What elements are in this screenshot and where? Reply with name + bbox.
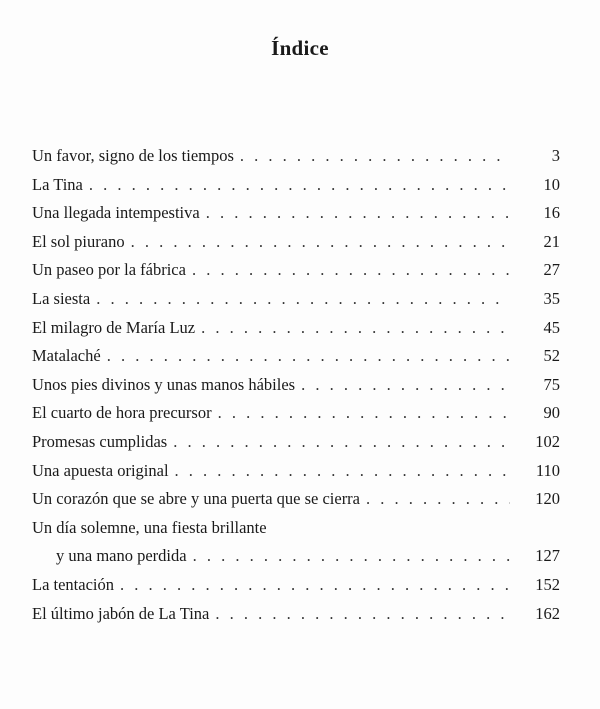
toc-entry-title: El sol piurano — [32, 231, 125, 251]
toc-entry-title: Promesas cumplidas — [32, 431, 168, 451]
dot-leader — [215, 600, 510, 629]
toc-entry — [32, 171, 560, 200]
toc-entry-page: 127 — [535, 546, 560, 566]
toc-entry — [32, 600, 560, 629]
toc-entry-page: 27 — [543, 260, 560, 280]
toc-entry — [32, 314, 560, 343]
toc-entry-page: 102 — [535, 431, 560, 451]
dot-leader — [175, 457, 510, 486]
toc-entry — [32, 142, 560, 171]
toc-entry — [32, 399, 560, 428]
toc-entry — [32, 514, 560, 543]
toc-entry — [32, 457, 560, 486]
dot-leader — [201, 314, 510, 343]
dot-leader — [120, 571, 510, 600]
toc-entry-page: 21 — [543, 231, 560, 251]
dot-leader — [218, 399, 510, 428]
toc-entry — [32, 199, 560, 228]
dot-leader — [89, 171, 510, 200]
dot-leader — [301, 371, 510, 400]
toc-entry-page: 16 — [543, 203, 560, 223]
toc-entry-page: 52 — [543, 346, 560, 366]
toc-entry — [32, 428, 560, 457]
toc-entry-page: 45 — [543, 317, 560, 337]
toc-entry — [32, 485, 560, 514]
toc-entry — [32, 571, 560, 600]
toc-entry-page: 110 — [535, 460, 560, 480]
dot-leader — [366, 485, 510, 514]
dot-leader — [131, 228, 510, 257]
toc-entry — [32, 228, 560, 257]
toc-entry-title: Un favor, signo de los tiempos — [32, 146, 234, 165]
toc-entry-page: 90 — [543, 403, 560, 423]
page-title: Índice — [271, 36, 329, 60]
toc-entry-title: Un corazón que se abre y una puerta que se cierra — [32, 489, 361, 509]
toc-entry — [32, 256, 560, 285]
toc-entry-continuation — [32, 542, 560, 571]
toc-entry-title: Matalaché — [32, 346, 101, 366]
toc-entry — [32, 285, 560, 314]
toc-entry-title: La siesta — [32, 288, 91, 308]
dot-leader — [107, 342, 510, 371]
dot-leader — [173, 428, 510, 457]
toc-entry-title: La tentación — [32, 574, 115, 594]
toc-entry-title: Una apuesta original — [32, 460, 169, 480]
toc-entry-page: 10 — [543, 174, 560, 194]
toc-entry-title: Una llegada intempestiva — [32, 203, 200, 223]
toc-entry-page: 162 — [535, 603, 560, 623]
toc-entry-title: El milagro de María Luz — [32, 317, 196, 337]
dot-leader — [96, 285, 510, 314]
toc-entry — [32, 371, 560, 400]
toc-entry-title: Un día solemne, una fiesta brillante — [32, 517, 267, 537]
toc-entry-title: Unos pies divinos y unas manos hábiles — [32, 374, 296, 394]
toc-entry-title: La Tina — [32, 174, 83, 194]
toc-entry-title: El último jabón de La Tina — [32, 603, 210, 623]
dot-leader — [193, 542, 510, 571]
toc-entry-title: El cuarto de hora precursor — [32, 403, 212, 423]
toc-entry-title: y una mano perdida — [56, 546, 187, 566]
toc-entry-page: 3 — [551, 146, 560, 165]
toc-entry-page: 35 — [543, 288, 560, 308]
dot-leader — [192, 256, 510, 285]
toc-entry-page: 75 — [543, 374, 560, 394]
dot-leader — [240, 142, 510, 171]
table-of-contents — [32, 142, 560, 628]
toc-entry-title: Un paseo por la fábrica — [32, 260, 186, 280]
toc-entry-page: 152 — [535, 574, 560, 594]
toc-entry-page: 120 — [535, 489, 560, 509]
dot-leader — [206, 199, 510, 228]
toc-entry — [32, 342, 560, 371]
